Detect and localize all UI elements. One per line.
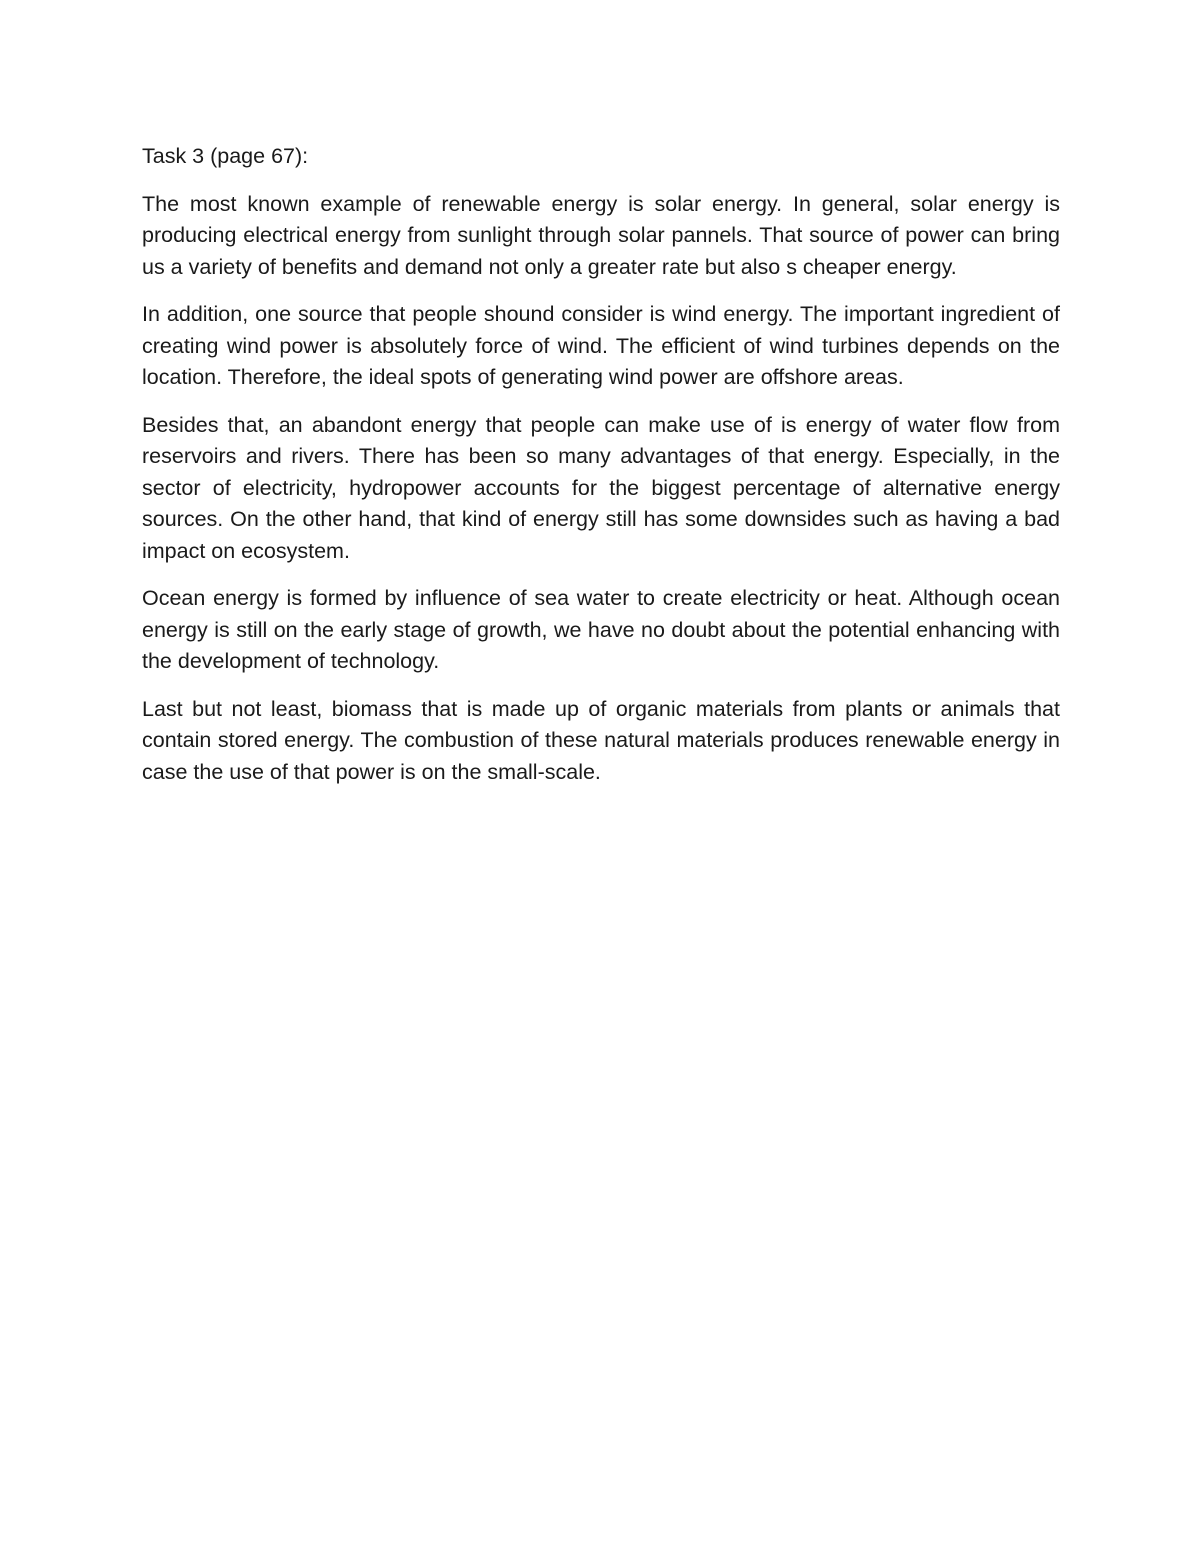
document-body (142, 141, 1060, 804)
paragraph-solar-energy: The most known example of renewable energy is solar energy. In general, solar energy is producing electrical energy from sunlight through solar pannels. That source of power can bring us a variety of benefits and demand not only a greater rate but also s cheaper energy. (142, 191, 1060, 279)
paragraph-hydropower: Besides that, an abandont energy that people can make use of is energy of water flow from reservoirs and rivers. There has been so many advantages of that energy. Especially, in the sector of electricity, hydropower accounts for the biggest percentage of alternative energy sources. On the other hand, that kind of energy still has some downsides such as having a bad impact on ecosystem. (142, 412, 1060, 563)
paragraph-ocean-energy: Ocean energy is formed by influence of sea water to create electricity or heat. Although ocean energy is still on the early stage of growth, we have no doubt about the potential enhancing with the development of technology. (142, 586, 1060, 673)
paragraph-wind-energy: In addition, one source that people shound consider is wind energy. The important ingredient of creating wind power is absolutely force of wind. The efficient of wind turbines depends on the location. Therefore, the ideal spots of generating wind power are offshore areas. (142, 302, 1060, 389)
paragraph-biomass: Last but not least, biomass that is made up of organic materials from plants or animals that contain stored energy. The combustion of these natural materials produces renewable energy in case the use of that power is on the small-scale. (142, 696, 1060, 784)
task-heading: Task 3 (page 67): (142, 144, 309, 168)
